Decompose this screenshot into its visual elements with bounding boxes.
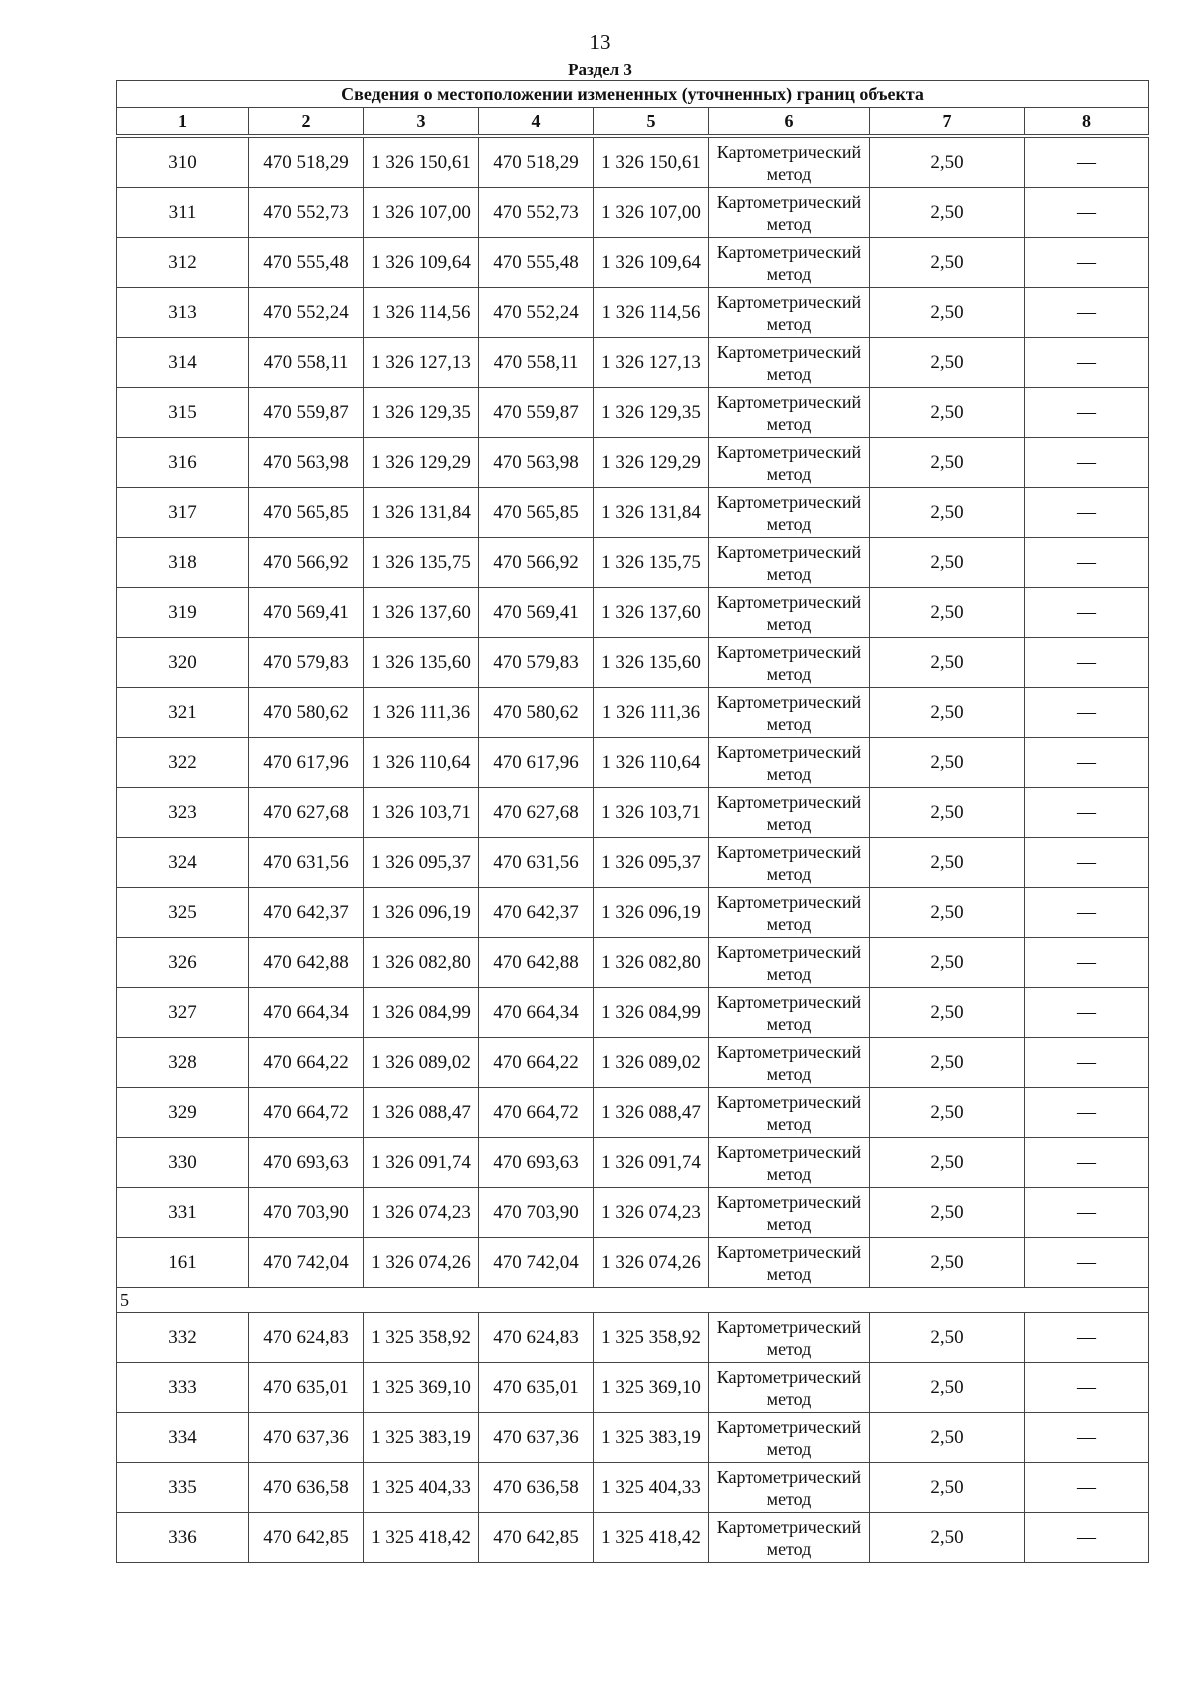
method-cell: Картометрический метод <box>709 288 870 338</box>
y-old-cell: 1 325 418,42 <box>364 1513 479 1563</box>
accuracy-cell: 2,50 <box>870 738 1025 788</box>
y-old-cell: 1 326 082,80 <box>364 938 479 988</box>
x-new-cell: 470 559,87 <box>479 388 594 438</box>
accuracy-cell: 2,50 <box>870 338 1025 388</box>
method-cell: Картометрический метод <box>709 988 870 1038</box>
y-old-cell: 1 326 135,75 <box>364 538 479 588</box>
point-number-cell: 327 <box>117 988 249 1038</box>
x-old-cell: 470 580,62 <box>249 688 364 738</box>
point-number-cell: 329 <box>117 1088 249 1138</box>
y-new-cell: 1 326 137,60 <box>594 588 709 638</box>
y-new-cell: 1 326 129,35 <box>594 388 709 438</box>
y-old-cell: 1 326 129,35 <box>364 388 479 438</box>
y-new-cell: 1 326 135,75 <box>594 538 709 588</box>
table-row <box>117 188 1149 238</box>
y-old-cell: 1 326 127,13 <box>364 338 479 388</box>
y-old-cell: 1 326 074,26 <box>364 1238 479 1288</box>
x-old-cell: 470 579,83 <box>249 638 364 688</box>
y-new-cell: 1 326 114,56 <box>594 288 709 338</box>
column-number: 5 <box>594 108 709 135</box>
accuracy-cell: 2,50 <box>870 288 1025 338</box>
description-cell: — <box>1025 1238 1149 1288</box>
point-number-cell: 324 <box>117 838 249 888</box>
x-new-cell: 470 664,34 <box>479 988 594 1038</box>
accuracy-cell: 2,50 <box>870 1088 1025 1138</box>
point-number-cell: 336 <box>117 1513 249 1563</box>
y-new-cell: 1 326 074,26 <box>594 1238 709 1288</box>
description-cell: — <box>1025 188 1149 238</box>
x-old-cell: 470 552,24 <box>249 288 364 338</box>
point-number-cell: 313 <box>117 288 249 338</box>
description-cell: — <box>1025 1038 1149 1088</box>
y-new-cell: 1 325 369,10 <box>594 1363 709 1413</box>
table-row <box>117 588 1149 638</box>
table-row <box>117 1513 1149 1563</box>
y-new-cell: 1 326 088,47 <box>594 1088 709 1138</box>
x-old-cell: 470 703,90 <box>249 1188 364 1238</box>
point-number-cell: 334 <box>117 1413 249 1463</box>
x-old-cell: 470 631,56 <box>249 838 364 888</box>
table-row <box>117 688 1149 738</box>
description-cell: — <box>1025 988 1149 1038</box>
description-cell: — <box>1025 1363 1149 1413</box>
group-row <box>117 1288 1149 1313</box>
point-number-cell: 333 <box>117 1363 249 1413</box>
table-row <box>117 488 1149 538</box>
y-old-cell: 1 326 088,47 <box>364 1088 479 1138</box>
x-old-cell: 470 627,68 <box>249 788 364 838</box>
method-cell: Картометрический метод <box>709 1138 870 1188</box>
x-old-cell: 470 624,83 <box>249 1313 364 1363</box>
y-new-cell: 1 326 111,36 <box>594 688 709 738</box>
y-old-cell: 1 326 089,02 <box>364 1038 479 1088</box>
accuracy-cell: 2,50 <box>870 388 1025 438</box>
boundary-coordinates-table <box>116 80 1149 1563</box>
x-new-cell: 470 703,90 <box>479 1188 594 1238</box>
table-row <box>117 638 1149 688</box>
table-row <box>117 1038 1149 1088</box>
point-number-cell: 320 <box>117 638 249 688</box>
x-new-cell: 470 565,85 <box>479 488 594 538</box>
accuracy-cell: 2,50 <box>870 1188 1025 1238</box>
x-old-cell: 470 636,58 <box>249 1463 364 1513</box>
accuracy-cell: 2,50 <box>870 1363 1025 1413</box>
method-cell: Картометрический метод <box>709 1513 870 1563</box>
y-old-cell: 1 326 111,36 <box>364 688 479 738</box>
accuracy-cell: 2,50 <box>870 1238 1025 1288</box>
x-old-cell: 470 642,85 <box>249 1513 364 1563</box>
description-cell: — <box>1025 1463 1149 1513</box>
y-new-cell: 1 326 131,84 <box>594 488 709 538</box>
y-old-cell: 1 326 135,60 <box>364 638 479 688</box>
x-new-cell: 470 579,83 <box>479 638 594 688</box>
x-new-cell: 470 637,36 <box>479 1413 594 1463</box>
description-cell: — <box>1025 488 1149 538</box>
x-old-cell: 470 563,98 <box>249 438 364 488</box>
point-number-cell: 319 <box>117 588 249 638</box>
table-row <box>117 1313 1149 1363</box>
x-new-cell: 470 642,37 <box>479 888 594 938</box>
accuracy-cell: 2,50 <box>870 838 1025 888</box>
section-title: Раздел 3 <box>568 60 632 79</box>
description-cell: — <box>1025 938 1149 988</box>
accuracy-cell: 2,50 <box>870 238 1025 288</box>
accuracy-cell: 2,50 <box>870 1513 1025 1563</box>
x-old-cell: 470 559,87 <box>249 388 364 438</box>
y-old-cell: 1 326 107,00 <box>364 188 479 238</box>
point-number-cell: 328 <box>117 1038 249 1088</box>
point-number-cell: 323 <box>117 788 249 838</box>
x-new-cell: 470 631,56 <box>479 838 594 888</box>
table-row <box>117 338 1149 388</box>
method-cell: Картометрический метод <box>709 238 870 288</box>
y-old-cell: 1 326 150,61 <box>364 138 479 188</box>
y-old-cell: 1 326 096,19 <box>364 888 479 938</box>
method-cell: Картометрический метод <box>709 738 870 788</box>
y-new-cell: 1 326 084,99 <box>594 988 709 1038</box>
y-new-cell: 1 326 096,19 <box>594 888 709 938</box>
x-new-cell: 470 617,96 <box>479 738 594 788</box>
accuracy-cell: 2,50 <box>870 1463 1025 1513</box>
point-number-cell: 326 <box>117 938 249 988</box>
description-cell: — <box>1025 1138 1149 1188</box>
x-new-cell: 470 693,63 <box>479 1138 594 1188</box>
y-new-cell: 1 325 383,19 <box>594 1413 709 1463</box>
method-cell: Картометрический метод <box>709 588 870 638</box>
x-old-cell: 470 617,96 <box>249 738 364 788</box>
description-cell: — <box>1025 388 1149 438</box>
point-number-cell: 315 <box>117 388 249 438</box>
x-new-cell: 470 664,22 <box>479 1038 594 1088</box>
point-number-cell: 325 <box>117 888 249 938</box>
y-old-cell: 1 326 114,56 <box>364 288 479 338</box>
x-old-cell: 470 664,22 <box>249 1038 364 1088</box>
description-cell: — <box>1025 688 1149 738</box>
y-new-cell: 1 326 150,61 <box>594 138 709 188</box>
description-cell: — <box>1025 538 1149 588</box>
description-cell: — <box>1025 738 1149 788</box>
accuracy-cell: 2,50 <box>870 1313 1025 1363</box>
accuracy-cell: 2,50 <box>870 438 1025 488</box>
table-row <box>117 1463 1149 1513</box>
table-body <box>117 135 1149 1563</box>
accuracy-cell: 2,50 <box>870 488 1025 538</box>
description-cell: — <box>1025 1413 1149 1463</box>
y-new-cell: 1 325 404,33 <box>594 1463 709 1513</box>
table-row <box>117 438 1149 488</box>
method-cell: Картометрический метод <box>709 338 870 388</box>
description-cell: — <box>1025 1513 1149 1563</box>
y-new-cell: 1 326 103,71 <box>594 788 709 838</box>
method-cell: Картометрический метод <box>709 1413 870 1463</box>
description-cell: — <box>1025 788 1149 838</box>
y-old-cell: 1 326 084,99 <box>364 988 479 1038</box>
point-number-cell: 330 <box>117 1138 249 1188</box>
table-row <box>117 888 1149 938</box>
method-cell: Картометрический метод <box>709 1363 870 1413</box>
point-number-cell: 314 <box>117 338 249 388</box>
y-old-cell: 1 326 103,71 <box>364 788 479 838</box>
y-old-cell: 1 325 383,19 <box>364 1413 479 1463</box>
x-new-cell: 470 624,83 <box>479 1313 594 1363</box>
x-new-cell: 470 518,29 <box>479 138 594 188</box>
accuracy-cell: 2,50 <box>870 788 1025 838</box>
y-new-cell: 1 326 095,37 <box>594 838 709 888</box>
description-cell: — <box>1025 638 1149 688</box>
x-old-cell: 470 565,85 <box>249 488 364 538</box>
column-number: 2 <box>249 108 364 135</box>
method-cell: Картометрический метод <box>709 838 870 888</box>
point-number-cell: 332 <box>117 1313 249 1363</box>
table-row <box>117 1238 1149 1288</box>
accuracy-cell: 2,50 <box>870 1413 1025 1463</box>
x-new-cell: 470 566,92 <box>479 538 594 588</box>
point-number-cell: 321 <box>117 688 249 738</box>
x-new-cell: 470 627,68 <box>479 788 594 838</box>
x-new-cell: 470 742,04 <box>479 1238 594 1288</box>
point-number-cell: 317 <box>117 488 249 538</box>
point-number-cell: 316 <box>117 438 249 488</box>
y-old-cell: 1 326 109,64 <box>364 238 479 288</box>
y-new-cell: 1 325 358,92 <box>594 1313 709 1363</box>
y-old-cell: 1 326 074,23 <box>364 1188 479 1238</box>
x-old-cell: 470 642,37 <box>249 888 364 938</box>
accuracy-cell: 2,50 <box>870 538 1025 588</box>
point-number-cell: 335 <box>117 1463 249 1513</box>
table-row <box>117 738 1149 788</box>
x-old-cell: 470 742,04 <box>249 1238 364 1288</box>
method-cell: Картометрический метод <box>709 488 870 538</box>
x-new-cell: 470 552,24 <box>479 288 594 338</box>
y-new-cell: 1 326 110,64 <box>594 738 709 788</box>
method-cell: Картометрический метод <box>709 1238 870 1288</box>
point-number-cell: 318 <box>117 538 249 588</box>
method-cell: Картометрический метод <box>709 1313 870 1363</box>
y-new-cell: 1 326 107,00 <box>594 188 709 238</box>
x-old-cell: 470 664,72 <box>249 1088 364 1138</box>
method-cell: Картометрический метод <box>709 638 870 688</box>
point-number-cell: 161 <box>117 1238 249 1288</box>
group-label: 5 <box>117 1288 1149 1313</box>
table-row <box>117 838 1149 888</box>
description-cell: — <box>1025 238 1149 288</box>
y-new-cell: 1 326 091,74 <box>594 1138 709 1188</box>
x-new-cell: 470 569,41 <box>479 588 594 638</box>
x-new-cell: 470 552,73 <box>479 188 594 238</box>
method-cell: Картометрический метод <box>709 1038 870 1088</box>
description-cell: — <box>1025 1088 1149 1138</box>
x-old-cell: 470 555,48 <box>249 238 364 288</box>
table-row <box>117 988 1149 1038</box>
y-new-cell: 1 326 109,64 <box>594 238 709 288</box>
page-number: 13 <box>589 30 611 54</box>
table-row <box>117 238 1149 288</box>
table-row <box>117 538 1149 588</box>
point-number-cell: 311 <box>117 188 249 238</box>
accuracy-cell: 2,50 <box>870 138 1025 188</box>
x-old-cell: 470 518,29 <box>249 138 364 188</box>
point-number-cell: 310 <box>117 138 249 188</box>
y-old-cell: 1 326 110,64 <box>364 738 479 788</box>
y-new-cell: 1 325 418,42 <box>594 1513 709 1563</box>
table-row <box>117 138 1149 188</box>
method-cell: Картометрический метод <box>709 1463 870 1513</box>
x-new-cell: 470 664,72 <box>479 1088 594 1138</box>
accuracy-cell: 2,50 <box>870 188 1025 238</box>
method-cell: Картометрический метод <box>709 388 870 438</box>
description-cell: — <box>1025 588 1149 638</box>
x-old-cell: 470 558,11 <box>249 338 364 388</box>
column-number: 1 <box>117 108 249 135</box>
method-cell: Картометрический метод <box>709 788 870 838</box>
method-cell: Картометрический метод <box>709 188 870 238</box>
table-caption: Сведения о местоположении измененных (уточненных) границ объекта <box>117 81 1149 108</box>
x-new-cell: 470 642,85 <box>479 1513 594 1563</box>
accuracy-cell: 2,50 <box>870 988 1025 1038</box>
x-new-cell: 470 558,11 <box>479 338 594 388</box>
accuracy-cell: 2,50 <box>870 1038 1025 1088</box>
column-number: 4 <box>479 108 594 135</box>
description-cell: — <box>1025 1188 1149 1238</box>
y-old-cell: 1 326 131,84 <box>364 488 479 538</box>
table-row <box>117 1088 1149 1138</box>
x-old-cell: 470 566,92 <box>249 538 364 588</box>
y-old-cell: 1 326 129,29 <box>364 438 479 488</box>
description-cell: — <box>1025 288 1149 338</box>
accuracy-cell: 2,50 <box>870 588 1025 638</box>
description-cell: — <box>1025 838 1149 888</box>
y-new-cell: 1 326 127,13 <box>594 338 709 388</box>
description-cell: — <box>1025 438 1149 488</box>
y-old-cell: 1 325 369,10 <box>364 1363 479 1413</box>
column-number: 7 <box>870 108 1025 135</box>
y-new-cell: 1 326 129,29 <box>594 438 709 488</box>
x-old-cell: 470 664,34 <box>249 988 364 1038</box>
x-old-cell: 470 552,73 <box>249 188 364 238</box>
description-cell: — <box>1025 138 1149 188</box>
table-row <box>117 1363 1149 1413</box>
column-number: 6 <box>709 108 870 135</box>
y-old-cell: 1 326 095,37 <box>364 838 479 888</box>
y-old-cell: 1 326 137,60 <box>364 588 479 638</box>
column-number: 3 <box>364 108 479 135</box>
method-cell: Картометрический метод <box>709 888 870 938</box>
accuracy-cell: 2,50 <box>870 938 1025 988</box>
y-new-cell: 1 326 089,02 <box>594 1038 709 1088</box>
accuracy-cell: 2,50 <box>870 888 1025 938</box>
accuracy-cell: 2,50 <box>870 1138 1025 1188</box>
table-row <box>117 788 1149 838</box>
x-new-cell: 470 555,48 <box>479 238 594 288</box>
x-old-cell: 470 569,41 <box>249 588 364 638</box>
method-cell: Картометрический метод <box>709 1088 870 1138</box>
x-new-cell: 470 563,98 <box>479 438 594 488</box>
description-cell: — <box>1025 338 1149 388</box>
method-cell: Картометрический метод <box>709 438 870 488</box>
accuracy-cell: 2,50 <box>870 688 1025 738</box>
table-row <box>117 1413 1149 1463</box>
method-cell: Картометрический метод <box>709 1188 870 1238</box>
x-new-cell: 470 636,58 <box>479 1463 594 1513</box>
description-cell: — <box>1025 1313 1149 1363</box>
x-old-cell: 470 693,63 <box>249 1138 364 1188</box>
point-number-cell: 331 <box>117 1188 249 1238</box>
y-new-cell: 1 326 135,60 <box>594 638 709 688</box>
y-old-cell: 1 326 091,74 <box>364 1138 479 1188</box>
y-new-cell: 1 326 082,80 <box>594 938 709 988</box>
description-cell: — <box>1025 888 1149 938</box>
y-old-cell: 1 325 404,33 <box>364 1463 479 1513</box>
x-new-cell: 470 580,62 <box>479 688 594 738</box>
table-row <box>117 288 1149 338</box>
table-row <box>117 388 1149 438</box>
x-old-cell: 470 642,88 <box>249 938 364 988</box>
x-old-cell: 470 637,36 <box>249 1413 364 1463</box>
y-old-cell: 1 325 358,92 <box>364 1313 479 1363</box>
y-new-cell: 1 326 074,23 <box>594 1188 709 1238</box>
point-number-cell: 312 <box>117 238 249 288</box>
x-new-cell: 470 642,88 <box>479 938 594 988</box>
x-new-cell: 470 635,01 <box>479 1363 594 1413</box>
x-old-cell: 470 635,01 <box>249 1363 364 1413</box>
point-number-cell: 322 <box>117 738 249 788</box>
method-cell: Картометрический метод <box>709 688 870 738</box>
accuracy-cell: 2,50 <box>870 638 1025 688</box>
method-cell: Картометрический метод <box>709 538 870 588</box>
method-cell: Картометрический метод <box>709 938 870 988</box>
method-cell: Картометрический метод <box>709 138 870 188</box>
table-row <box>117 938 1149 988</box>
table-row <box>117 1188 1149 1238</box>
table-row <box>117 1138 1149 1188</box>
column-number: 8 <box>1025 108 1149 135</box>
